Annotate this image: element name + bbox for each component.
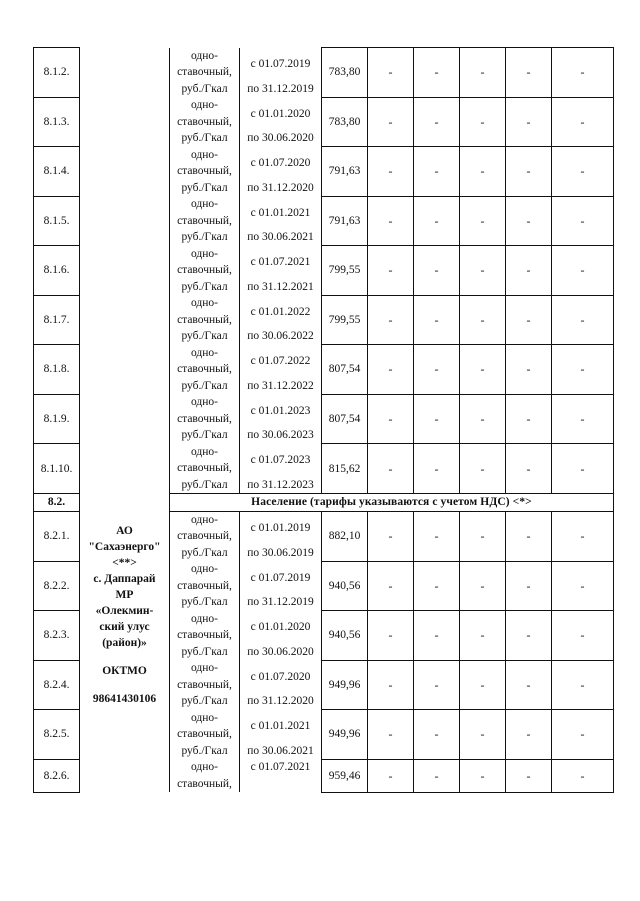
table-row [34,444,614,461]
organization-line: ОКТМО [102,665,147,677]
period-from: с 01.01.2019 [240,511,322,545]
tariff-type-line: ставочный, [170,64,240,81]
tariff-type-line: руб./Гкал [170,279,240,296]
tariff-type-line: ставочный, [170,528,240,545]
empty-value: - [506,710,552,760]
row-number: 8.2.2. [34,561,80,611]
organization-cell [80,345,170,395]
empty-value: - [552,710,614,760]
price-value: 815,62 [322,444,368,494]
row-number: 8.2.3. [34,611,80,661]
empty-value: - [552,759,614,792]
empty-value: - [552,97,614,147]
empty-value: - [460,196,506,246]
empty-value: - [460,611,506,661]
tariff-type-line: руб./Гкал [170,378,240,395]
row-number: 8.1.5. [34,196,80,246]
section-row [34,494,614,512]
empty-value: - [506,561,552,611]
price-value: 783,80 [322,48,368,98]
organization-line: <**> [112,557,137,569]
empty-value: - [460,295,506,345]
period-to: по 31.12.2020 [240,180,322,197]
price-value: 882,10 [322,511,368,561]
tariff-type-line: одно- [170,48,240,65]
empty-value: - [552,295,614,345]
tariff-type-line: одно- [170,611,240,628]
tariff-type-line: ставочный, [170,627,240,644]
organization-line: (район)» [102,637,147,649]
period-from: с 01.07.2021 [240,246,322,279]
empty-value: - [368,611,414,661]
organization-line: АО [116,525,133,537]
period-from: с 01.07.2019 [240,561,322,594]
organization-cell [80,147,170,197]
empty-value: - [414,196,460,246]
table-row [34,97,614,114]
period-to: по 31.12.2021 [240,279,322,296]
table-row [34,246,614,263]
tariff-type-line: руб./Гкал [170,229,240,246]
organization-cell [80,196,170,246]
price-value: 791,63 [322,196,368,246]
price-value: 807,54 [322,394,368,444]
period-from: с 01.01.2023 [240,394,322,427]
tariff-type-line: одно- [170,660,240,677]
table-row [34,147,614,164]
empty-value: - [506,48,552,98]
tariff-type-line: одно- [170,710,240,727]
empty-value: - [552,345,614,395]
empty-value: - [414,611,460,661]
tariff-type-line: одно- [170,97,240,114]
row-number: 8.1.9. [34,394,80,444]
empty-value: - [414,660,460,710]
table-row [34,196,614,213]
period-to: по 30.06.2021 [240,743,322,760]
organization-line: «Олекмин- [95,605,154,617]
tariff-table [33,47,614,793]
empty-value: - [368,295,414,345]
tariff-type-line: ставочный, [170,411,240,428]
empty-value: - [414,710,460,760]
empty-value: - [368,246,414,296]
row-number: 8.2.1. [34,511,80,561]
period-to: по 30.06.2023 [240,427,322,444]
tariff-type-line: одно- [170,295,240,312]
empty-value: - [460,561,506,611]
tariff-type-line: руб./Гкал [170,180,240,197]
period-from: с 01.07.2019 [240,48,322,81]
section-title: Население (тарифы указываются с учетом НДС) <*> [170,494,614,512]
period-from: с 01.01.2021 [240,196,322,229]
period-to: по 30.06.2020 [240,130,322,147]
empty-value: - [506,196,552,246]
period-from: с 01.07.2023 [240,444,322,477]
period-to: по 31.12.2019 [240,594,322,611]
tariff-type-line: ставочный, [170,262,240,279]
empty-value: - [460,444,506,494]
empty-value: - [460,48,506,98]
empty-value: - [460,345,506,395]
row-number: 8.1.7. [34,295,80,345]
empty-value: - [552,611,614,661]
empty-value: - [460,147,506,197]
price-value: 940,56 [322,611,368,661]
tariff-type-line: ставочный, [170,312,240,329]
empty-value: - [552,660,614,710]
empty-value: - [460,660,506,710]
spacer [80,679,169,691]
tariff-type-line: ставочный, [170,578,240,595]
empty-value: - [368,511,414,561]
table-body [34,48,614,793]
empty-value: - [460,511,506,561]
tariff-type-line: ставочный, [170,361,240,378]
empty-value: - [368,710,414,760]
empty-value: - [506,611,552,661]
price-value: 807,54 [322,345,368,395]
empty-value: - [368,48,414,98]
empty-value: - [552,147,614,197]
empty-value: - [552,444,614,494]
organization-cell [80,97,170,147]
period-from: с 01.01.2022 [240,295,322,328]
tariff-type-line: руб./Гкал [170,477,240,494]
empty-value: - [368,147,414,197]
organization-line: "Сахаэнерго" [88,541,161,553]
empty-value: - [552,48,614,98]
period-from: с 01.07.2020 [240,147,322,180]
tariff-type-line: руб./Гкал [170,130,240,147]
period-to: по 30.06.2019 [240,545,322,562]
empty-value: - [414,394,460,444]
price-value: 940,56 [322,561,368,611]
price-value: 949,96 [322,710,368,760]
organization-info [80,511,169,707]
period-to: по 30.06.2022 [240,328,322,345]
row-number: 8.1.3. [34,97,80,147]
period-from: с 01.01.2021 [240,710,322,743]
period-to: по 31.12.2020 [240,693,322,710]
organization-line: с. Даппарай [93,573,156,585]
empty-value: - [506,511,552,561]
empty-value: - [414,345,460,395]
period-to [240,776,322,793]
empty-value: - [368,444,414,494]
empty-value: - [506,660,552,710]
price-value: 791,63 [322,147,368,197]
section-number: 8.2. [34,494,80,512]
period-from: с 01.01.2020 [240,97,322,130]
tariff-type-line: ставочный, [170,213,240,230]
empty-value: - [506,394,552,444]
empty-value: - [368,196,414,246]
period-from: с 01.07.2022 [240,345,322,378]
empty-value: - [414,97,460,147]
empty-value: - [506,147,552,197]
period-to: по 31.12.2019 [240,81,322,98]
empty-value: - [414,561,460,611]
empty-value: - [414,48,460,98]
empty-value: - [552,246,614,296]
tariff-type-line: руб./Гкал [170,594,240,611]
organization-line: 98641430106 [92,693,157,705]
row-number: 8.2.6. [34,759,80,792]
empty-value: - [506,246,552,296]
empty-value: - [552,561,614,611]
organization-cell [80,246,170,296]
tariff-type-line: одно- [170,444,240,461]
tariff-type-line: руб./Гкал [170,328,240,345]
empty-value: - [414,295,460,345]
empty-value: - [368,394,414,444]
tariff-type-line: одно- [170,196,240,213]
organization-cell [80,394,170,444]
empty-value: - [414,444,460,494]
empty-value: - [460,97,506,147]
period-to: по 30.06.2020 [240,644,322,661]
empty-value: - [552,511,614,561]
tariff-type-line: ставочный, [170,114,240,131]
empty-value: - [414,246,460,296]
tariff-type-line: руб./Гкал [170,644,240,661]
row-number: 8.2.4. [34,660,80,710]
tariff-type-line: ставочный, [170,726,240,743]
empty-value: - [506,295,552,345]
empty-value: - [552,196,614,246]
organization-cell [80,494,170,512]
tariff-type-line: ставочный, [170,776,240,793]
tariff-type-line: одно- [170,561,240,578]
table-row [34,295,614,312]
tariff-type-line: руб./Гкал [170,693,240,710]
empty-value: - [506,345,552,395]
empty-value: - [460,710,506,760]
row-number: 8.1.2. [34,48,80,98]
table-row [34,345,614,362]
price-value: 799,55 [322,246,368,296]
empty-value: - [368,97,414,147]
empty-value: - [414,147,460,197]
organization-line: МР [115,589,134,601]
empty-value: - [414,511,460,561]
organization-cell [80,511,170,792]
row-number: 8.1.8. [34,345,80,395]
organization-cell [80,48,170,98]
empty-value: - [368,660,414,710]
empty-value: - [460,246,506,296]
period-to: по 31.12.2022 [240,378,322,395]
tariff-type-line: одно- [170,759,240,776]
tariff-type-line: одно- [170,511,240,528]
price-value: 799,55 [322,295,368,345]
organization-cell [80,444,170,494]
empty-value: - [368,345,414,395]
empty-value: - [506,759,552,792]
tariff-type-line: руб./Гкал [170,545,240,562]
tariff-type-line: одно- [170,345,240,362]
spacer [80,651,169,663]
period-to: по 30.06.2021 [240,229,322,246]
tariff-type-line: ставочный, [170,677,240,694]
empty-value: - [460,759,506,792]
row-number: 8.1.6. [34,246,80,296]
tariff-type-line: руб./Гкал [170,743,240,760]
empty-value: - [460,394,506,444]
tariff-type-line: одно- [170,147,240,164]
row-number: 8.1.4. [34,147,80,197]
price-value: 949,96 [322,660,368,710]
price-value: 959,46 [322,759,368,792]
period-from: с 01.07.2021 [240,759,322,776]
tariff-type-line: ставочный, [170,460,240,477]
row-number: 8.2.5. [34,710,80,760]
tariff-type-line: руб./Гкал [170,81,240,98]
tariff-type-line: ставочный, [170,163,240,180]
organization-line: ский улус [99,621,150,633]
empty-value: - [506,444,552,494]
tariff-type-line: руб./Гкал [170,427,240,444]
table-row [34,394,614,411]
tariff-type-line: одно- [170,394,240,411]
empty-value: - [506,97,552,147]
price-value: 783,80 [322,97,368,147]
empty-value: - [414,759,460,792]
empty-value: - [368,561,414,611]
organization-cell [80,295,170,345]
period-from: с 01.01.2020 [240,611,322,644]
empty-value: - [552,394,614,444]
period-to: по 31.12.2023 [240,477,322,494]
tariff-type-line: одно- [170,246,240,263]
table-row [34,48,614,65]
period-from: с 01.07.2020 [240,660,322,693]
empty-value: - [368,759,414,792]
table-row [34,511,614,528]
row-number: 8.1.10. [34,444,80,494]
